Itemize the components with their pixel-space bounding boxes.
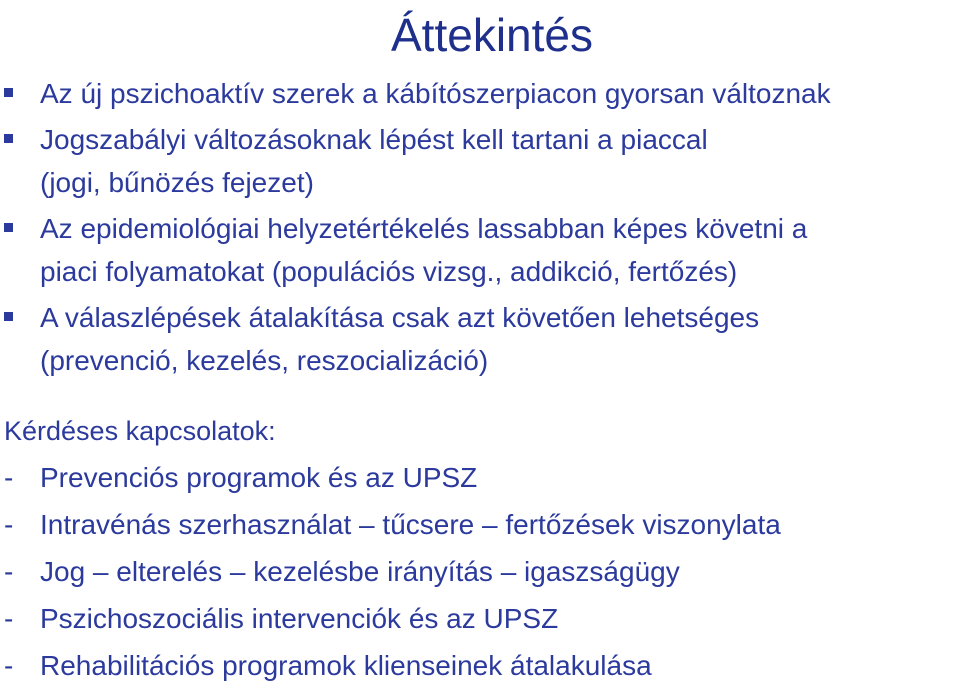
question-item	[0, 645, 960, 686]
bullet-line: piaci folyamatokat (populációs vizsg., addikció, fertőzés)	[40, 256, 738, 287]
bullet-list	[0, 72, 960, 385]
square-bullet-icon	[4, 223, 13, 232]
question-item	[0, 598, 960, 639]
square-bullet-icon	[4, 134, 13, 143]
bullet-line: Az új pszichoaktív szerek a kábítószerpiacon gyorsan változnak	[40, 78, 831, 109]
question-text: Pszichoszociális intervenciók és az UPSZ	[40, 603, 559, 634]
questions-heading: Kérdéses kapcsolatok:	[4, 416, 276, 446]
question-item	[0, 457, 960, 498]
question-text: Intravénás szerhasználat – tűcsere – fertőzések viszonylata	[40, 509, 781, 540]
bullet-item	[0, 118, 960, 204]
bullet-item	[0, 72, 960, 115]
question-text: Jog – elterelés – kezelésbe irányítás – igaszságügy	[40, 556, 680, 587]
question-item	[0, 551, 960, 592]
bullet-line: Jogszabályi változásoknak lépést kell tartani a piaccal	[40, 124, 708, 155]
bullet-line: (jogi, bűnözés fejezet)	[40, 167, 314, 198]
dash-bullet: -	[4, 650, 14, 681]
bullet-item	[0, 296, 960, 382]
bullet-line: A válaszlépések átalakítása csak azt követően lehetséges	[40, 302, 760, 333]
question-text: Rehabilitációs programok klienseinek átalakulása	[40, 650, 652, 681]
question-text: Prevenciós programok és az UPSZ	[40, 462, 478, 493]
bullet-line: (prevenció, kezelés, reszocializáció)	[40, 345, 489, 376]
dash-bullet: -	[4, 603, 14, 634]
dash-bullet: -	[4, 462, 14, 493]
bullet-line: Az epidemiológiai helyzetértékelés lassabban képes követni a	[40, 213, 808, 244]
slide-title: Áttekintés	[391, 9, 593, 61]
bullet-item	[0, 207, 960, 293]
square-bullet-icon	[4, 88, 13, 97]
dash-bullet: -	[4, 509, 14, 540]
square-bullet-icon	[4, 312, 13, 321]
questions-section	[0, 411, 960, 692]
dash-bullet: -	[4, 556, 14, 587]
question-item	[0, 504, 960, 545]
